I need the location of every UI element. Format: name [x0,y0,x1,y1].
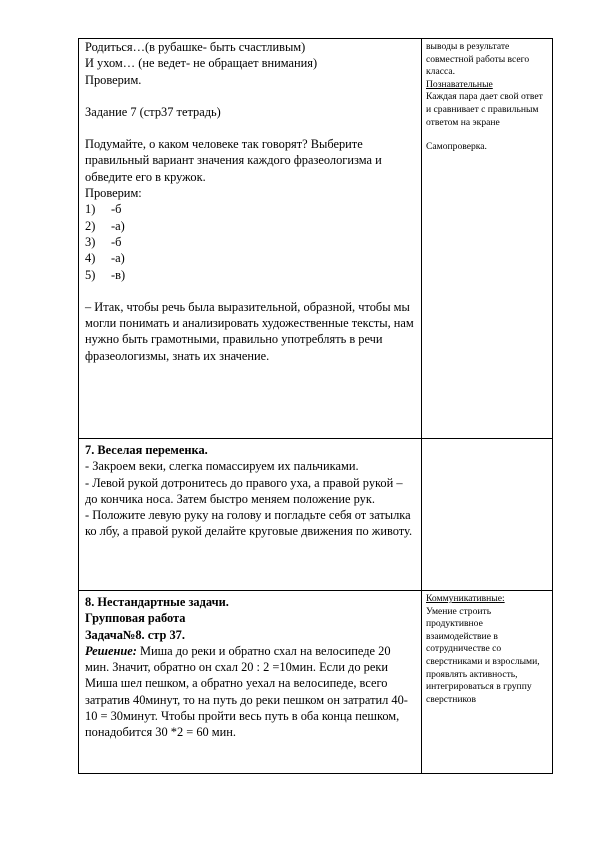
uud-heading: Познавательные [426,78,493,90]
exercise-item: - Положите левую руку на голову и погладьте себя от затылка ко лбу, а правой рукой делайте круговые движения по животу. [85,508,413,539]
section-subtitle: Групповая работа [85,611,186,626]
left-cell [79,591,422,773]
phrase-line: Родиться…(в рубашке- быть счастливым) [85,40,306,54]
table-row [78,591,553,774]
task-title: Задание 7 (стр37 тетрадь) [85,104,221,119]
right-cell [422,591,552,773]
right-cell [422,39,552,438]
solution-label: Решение: [85,643,137,658]
right-cell [422,439,552,590]
cell-text [79,39,421,364]
conclusion-text: – Итак, чтобы речь была выразительной, образной, чтобы мы могли понимать и анализировать художественные тексты, нам нужно быть грамотными, правильно употреблять в речи фразеологизмы, знать их значение. [85,299,414,363]
answer-item: 4) -а) [85,251,125,266]
check-label: Проверим: [85,186,142,201]
check-line: Проверим. [85,72,142,87]
cell-text [79,591,421,741]
solution-text: Миша до реки и обратно схал на велосипеде 20 мин. Значит, обратно он схал 20 : 2 =10мин. Если до реки Миша шел пешком, а обратно уехал на велосипеде, всего затратив 40минут, то на путь до реки пешком он затратил 40-10 = 30минут. Чтобы пройти весь путь в оба конца пешком, понадобится 30 *2 = 60 мин. [85,643,408,740]
left-cell [79,39,422,438]
note-text: Умение строить продуктивное взаимодействие в сотрудничестве со сверстниками и взрослыми, проявлять активность, интегрироваться в группу сверстников [426,605,540,705]
task-question: Подумайте, о каком человеке так говорят? Выберите правильный вариант значения каждого фразеологизма и обведите его в кружок. [85,137,382,184]
answer-item: 3) -б [85,234,122,249]
note-text: выводы в результате совместной работы всего класса. [426,41,530,78]
exercise-item: - Закроем веки, слегка помассируем их пальчиками. [85,459,359,474]
table-row [78,439,553,591]
left-cell [79,439,422,590]
task-title: Задача№8. стр 37. [85,627,185,642]
exercise-item: - Левой рукой дотронитесь до правого уха, а правой рукой – до кончика носа. Затем быстро меняем положение рук. [85,475,403,506]
table-row [78,38,553,439]
uud-heading: Коммуникативные: [426,593,505,604]
cell-text [422,591,552,706]
answer-item: 1) -б [85,202,122,217]
section-title: 8. Нестандартные задачи. [85,595,229,609]
section-title: 7. Веселая переменка. [85,443,208,457]
note-text: Самопроверка. [426,141,487,153]
solution-paragraph [85,643,417,741]
note-text: Каждая пара дает свой ответ и сравнивает с правильным ответом на экране [426,91,543,128]
cell-text [79,439,421,540]
phrase-line: И ухом… (не ведет- не обращает внимания) [85,56,318,71]
lesson-table [78,38,553,774]
answer-item: 2) -а) [85,218,125,233]
answer-item: 5) -в) [85,267,126,282]
cell-text [422,39,552,154]
